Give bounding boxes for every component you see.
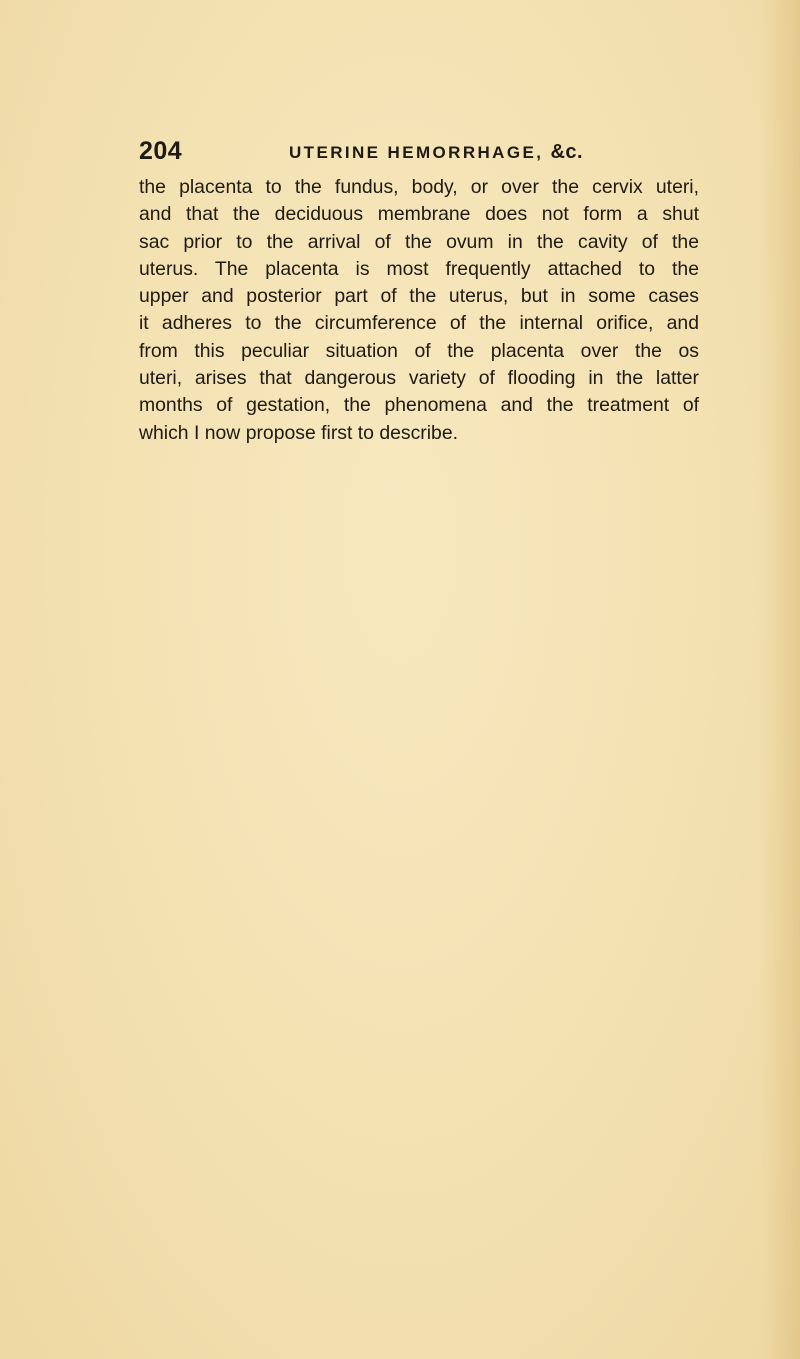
text-line: sac prior to the arrival of the ovum in the cavity of the [139, 230, 699, 253]
text-line: and that the deciduous membrane does not form a shut [139, 203, 699, 226]
text-line: which I now propose first to describe. [139, 421, 459, 444]
text-line: it adheres to the circumference of the internal orifice, and [139, 312, 699, 335]
page-header [139, 136, 699, 170]
page-number: 204 [139, 137, 183, 165]
text-line: the placenta to the fundus, body, or over the cervix uteri, [139, 176, 699, 198]
running-head [289, 139, 583, 166]
text-line: uteri, arises that dangerous variety of flooding in the latter [139, 367, 699, 390]
running-head-title: UTERINE HEMORRHAGE, [289, 143, 544, 162]
text-line: months of gestation, the phenomena and the treatment of [139, 394, 699, 417]
body-paragraph [139, 174, 699, 447]
text-line: uterus. The placenta is most frequently attached to the [139, 257, 699, 280]
running-head-suffix: &c. [550, 141, 584, 163]
text-line: upper and posterior part of the uterus, but in some cases [139, 285, 699, 308]
text-line: from this peculiar situation of the placenta over the os [139, 339, 699, 362]
